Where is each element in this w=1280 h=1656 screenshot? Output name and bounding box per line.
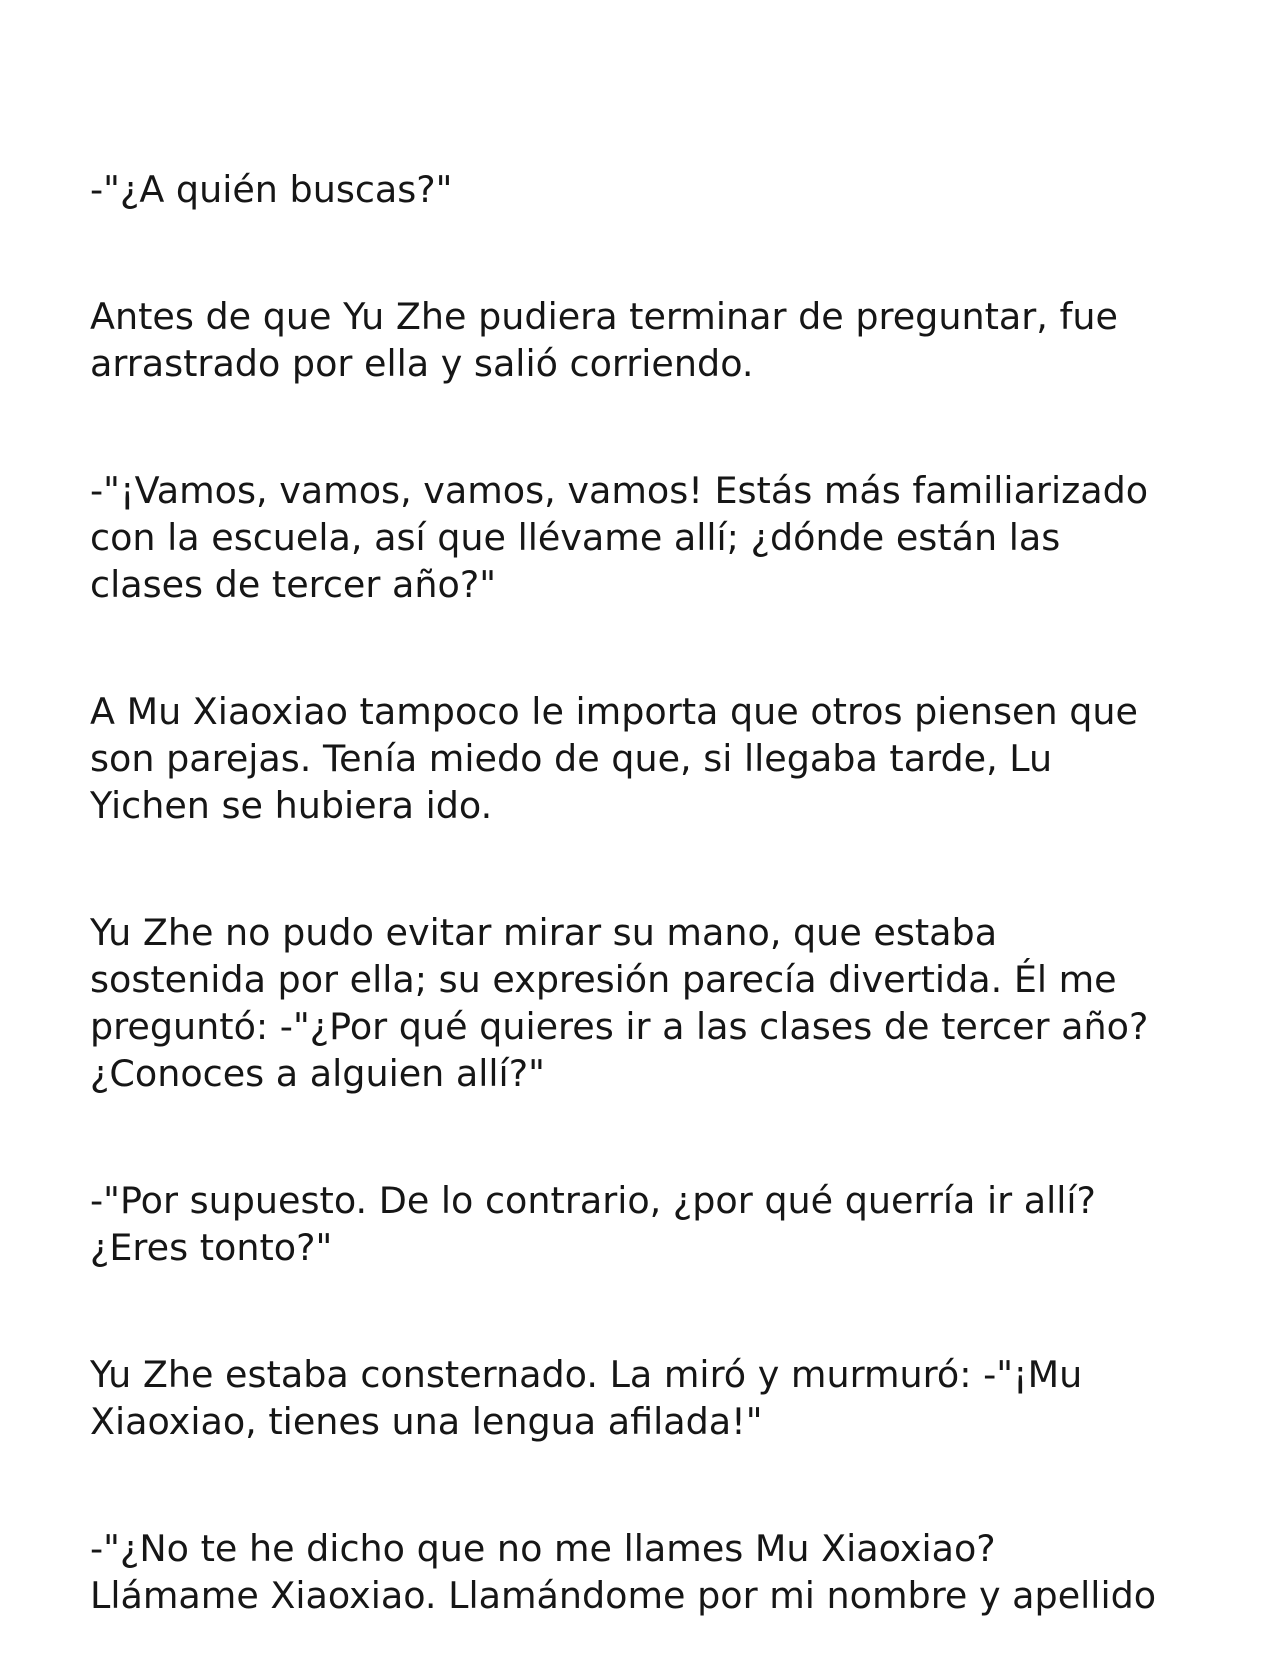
paragraph-dialogue-por-supuesto: -"Por supuesto. De lo contrario, ¿por qué querría ir allí? ¿Eres tonto?" (90, 1179, 1096, 1269)
paragraph-narration-dragged: Antes de que Yu Zhe pudiera terminar de preguntar, fue arrastrado por ella y salió corriendo. (90, 295, 1118, 385)
paragraph-narration-consternado: Yu Zhe estaba consternado. La miró y murmuró: -"¡Mu Xiaoxiao, tienes una lengua afilada!" (90, 1353, 1083, 1443)
paragraph-dialogue-question: -"¿A quién buscas?" (90, 168, 453, 211)
paragraph-dialogue-no-me-llames: -"¿No te he dicho que no me llames Mu Xiaoxiao? Llámame Xiaoxiao. Llamándome por mi nombre y apellido (90, 1527, 1157, 1617)
paragraph-narration-mu-xiaoxiao: A Mu Xiaoxiao tampoco le importa que otros piensen que son parejas. Tenía miedo de que, si llegaba tarde, Lu Yichen se hubiera ido. (90, 690, 1139, 827)
paragraph-narration-yu-zhe-hand: Yu Zhe no pudo evitar mirar su mano, que estaba sostenida por ella; su expresión parecía divertida. Él me preguntó: -"¿Por qué quieres ir a las clases de tercer año? ¿Conoces a alguien allí?" (90, 911, 1149, 1095)
paragraph-dialogue-vamos: -"¡Vamos, vamos, vamos, vamos! Estás más familiarizado con la escuela, así que llévame allí; ¿dónde están las clases de tercer año?" (90, 469, 1149, 606)
